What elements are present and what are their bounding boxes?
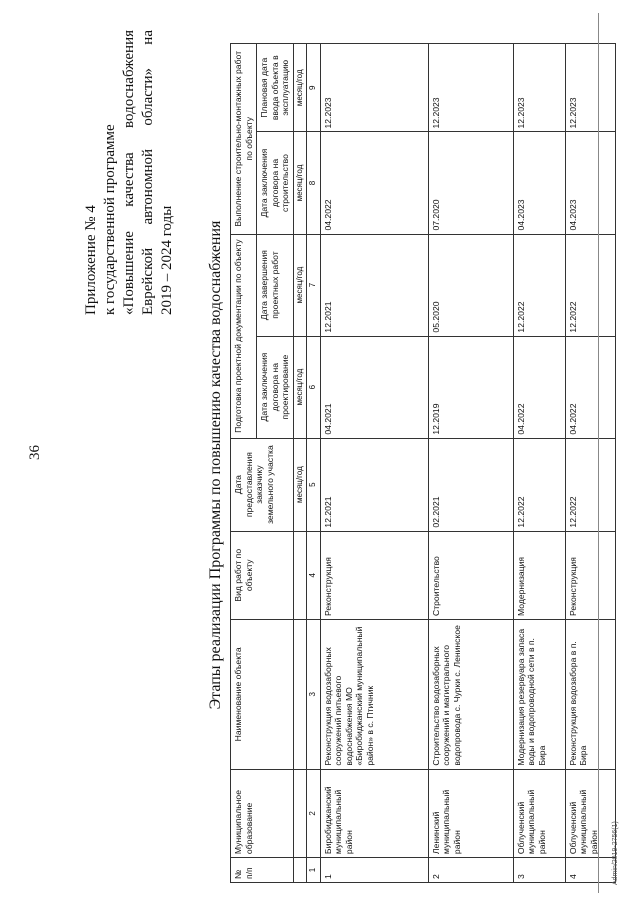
page-edge-line (598, 13, 599, 893)
column-number: 9 (307, 44, 321, 133)
column-number: 6 (307, 336, 321, 438)
row-commissioning: 12.2023 (428, 44, 513, 133)
appendix-word: автономной (140, 149, 156, 225)
header-row (231, 44, 257, 883)
row-work-type: Реконструкция (320, 531, 428, 619)
unit-cell: месяц/год (293, 132, 307, 234)
row-municipality: Облученский муниципальный район (513, 769, 565, 857)
row-commissioning: 12.2023 (320, 44, 428, 133)
header-construction-contract: Дата заключения договора на строительство (257, 132, 294, 234)
row-construction-contract: 04.2023 (513, 132, 565, 234)
row-number: 4 (565, 858, 615, 883)
row-object: Строительство водозаборных сооружений и магистрального водопровода с. Чурки с. Ленинское (428, 619, 513, 769)
appendix-word: области» (140, 68, 156, 126)
header-work-type: Вид работ по объекту (231, 531, 294, 619)
row-design-contract: 04.2022 (565, 336, 615, 438)
row-municipality: Биробиджанский муниципальный район (320, 769, 428, 857)
unit-cell: месяц/год (293, 234, 307, 336)
column-number-row (307, 44, 321, 883)
header-land-date: Дата предоставления заказчику земельного участка (231, 438, 294, 531)
appendix-line-1: Приложение № 4 (83, 205, 99, 315)
appendix-word: качества (121, 152, 137, 207)
row-design-contract: 04.2022 (513, 336, 565, 438)
row-land-date: 12.2022 (513, 438, 565, 531)
appendix-word: водоснабжения (121, 30, 137, 128)
row-commissioning: 12.2023 (513, 44, 565, 133)
table-row (428, 44, 513, 883)
header-municipality: Муниципальное образование (231, 769, 294, 857)
header-design-contract: Дата заключения договора на проектирование (257, 336, 294, 438)
row-design-contract: 04.2021 (320, 336, 428, 438)
unit-cell: месяц/год (293, 336, 307, 438)
column-number: 7 (307, 234, 321, 336)
appendix-line-3 (120, 30, 139, 315)
column-number: 3 (307, 619, 321, 769)
column-number: 2 (307, 769, 321, 857)
header-design-done: Дата завершения проектных работ (257, 234, 294, 336)
page-number: 36 (27, 445, 43, 460)
unit-cell-empty (293, 858, 307, 883)
table-row (320, 44, 428, 883)
appendix-word: Еврейской (140, 247, 156, 315)
row-object: Реконструкция водозабора в п. Бира (565, 619, 615, 769)
unit-cell: месяц/год (293, 438, 307, 531)
unit-row (293, 44, 307, 883)
stages-table (230, 43, 616, 883)
appendix-line-4 (139, 30, 158, 315)
column-number: 1 (307, 858, 321, 883)
row-work-type: Модернизация (513, 531, 565, 619)
appendix-word: «Повышение (121, 231, 137, 315)
row-construction-contract: 04.2022 (320, 132, 428, 234)
column-number: 4 (307, 531, 321, 619)
row-number: 1 (320, 858, 428, 883)
header-object-name: Наименование объекта (231, 619, 294, 769)
row-design-contract: 12.2019 (428, 336, 513, 438)
header-commissioning: Плановая дата ввода объекта в эксплуатацию (257, 44, 294, 133)
unit-cell-empty (293, 531, 307, 619)
table-row (565, 44, 615, 883)
row-number: 2 (428, 858, 513, 883)
unit-cell-empty (293, 619, 307, 769)
row-construction-contract: 07.2020 (428, 132, 513, 234)
document-title: Этапы реализации Программы по повышению качества водоснабжения (207, 220, 224, 710)
unit-cell: месяц/год (293, 44, 307, 133)
table-row (513, 44, 565, 883)
row-design-done: 12.2022 (513, 234, 565, 336)
row-number: 3 (513, 858, 565, 883)
row-land-date: 02.2021 (428, 438, 513, 531)
document-stamp: Admin/2019-2756(1) (612, 821, 619, 885)
header-num: № п/п (231, 858, 294, 883)
row-construction-contract: 04.2023 (565, 132, 615, 234)
row-design-done: 12.2021 (320, 234, 428, 336)
row-object: Модернизация резервуара запаса воды и водопроводной сети в п. Бира (513, 619, 565, 769)
row-work-type: Реконструкция (565, 531, 615, 619)
row-land-date: 12.2021 (320, 438, 428, 531)
row-design-done: 05.2020 (428, 234, 513, 336)
row-municipality: Облученский муниципальный район (565, 769, 615, 857)
unit-cell-empty (293, 769, 307, 857)
row-land-date: 12.2022 (565, 438, 615, 531)
header-construction-group: Выполнение строительно-монтажных работ по объекту (231, 44, 257, 235)
appendix-line-2: к государственной программе (102, 124, 118, 315)
appendix-line-5: 2019 – 2024 годы (159, 205, 175, 315)
appendix-header (82, 30, 177, 315)
row-object: Реконструкция водозаборных сооружений питьевого водоснабжения МО «Биробиджанский муниципальный район» в с. Птичник (320, 619, 428, 769)
row-commissioning: 12.2023 (565, 44, 615, 133)
row-work-type: Строительство (428, 531, 513, 619)
row-design-done: 12.2022 (565, 234, 615, 336)
column-number: 8 (307, 132, 321, 234)
header-design-group: Подготовка проектной документации по объекту (231, 234, 257, 438)
appendix-word: на (140, 30, 156, 45)
column-number: 5 (307, 438, 321, 531)
row-municipality: Ленинский муниципальный район (428, 769, 513, 857)
